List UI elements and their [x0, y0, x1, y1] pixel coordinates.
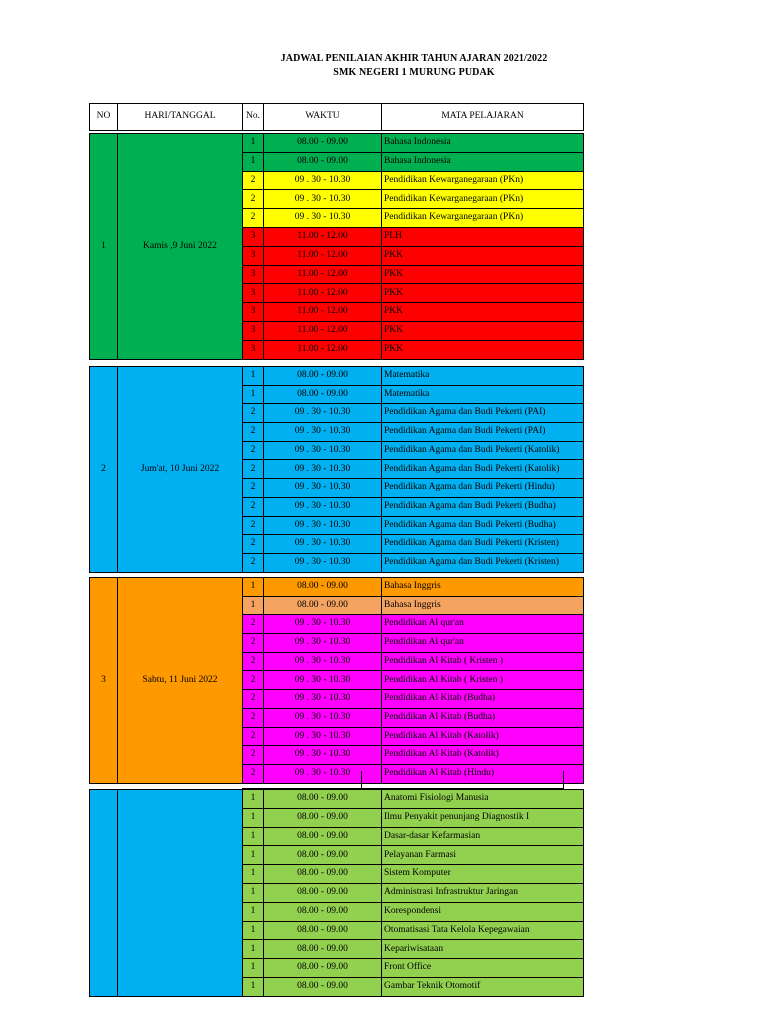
schedule-row [90, 367, 584, 386]
subject-name: PKK [382, 303, 584, 322]
subject-name: Pendidikan Agama dan Budi Pekerti (Budha) [382, 516, 584, 535]
session-time: 09 . 30 - 10.30 [264, 441, 382, 460]
session-time: 08.00 - 09.00 [264, 940, 382, 959]
session-time: 08.00 - 09.00 [264, 883, 382, 902]
subject-name: Pendidikan Agama dan Budi Pekerti (Kristen) [382, 535, 584, 554]
session-time: 09 . 30 - 10.30 [264, 671, 382, 690]
session-number: 2 [243, 497, 264, 516]
session-number: 2 [243, 671, 264, 690]
session-time: 11.00 - 12.00 [264, 321, 382, 340]
session-time: 11.00 - 12.00 [264, 303, 382, 322]
session-number: 2 [243, 690, 264, 709]
session-number: 3 [243, 321, 264, 340]
day-section [89, 789, 584, 997]
subject-name: Pendidikan Al qur'an [382, 615, 584, 634]
session-number: 2 [243, 209, 264, 228]
session-number: 1 [243, 959, 264, 978]
session-time: 11.00 - 12.00 [264, 340, 382, 359]
blank-cell [361, 771, 563, 789]
session-number: 1 [243, 578, 264, 597]
session-time: 09 . 30 - 10.30 [264, 727, 382, 746]
header-no-short: No. [243, 104, 264, 131]
session-time: 09 . 30 - 10.30 [264, 535, 382, 554]
session-number: 2 [243, 764, 264, 783]
session-time: 09 . 30 - 10.30 [264, 634, 382, 653]
subject-name: Pendidikan Agama dan Budi Pekerti (Katolik) [382, 460, 584, 479]
day-section [89, 133, 584, 360]
day-date: Kamis ,9 Juni 2022 [118, 134, 243, 360]
subject-name: Pendidikan Al Kitab ( Kristen ) [382, 671, 584, 690]
session-number: 3 [243, 227, 264, 246]
session-number: 1 [243, 883, 264, 902]
session-time: 09 . 30 - 10.30 [264, 404, 382, 423]
subject-name: Kepariwisataan [382, 940, 584, 959]
session-time: 11.00 - 12.00 [264, 284, 382, 303]
subject-name: PKK [382, 265, 584, 284]
session-number: 3 [243, 265, 264, 284]
subject-name: Matematika [382, 367, 584, 386]
session-number: 1 [243, 865, 264, 884]
subject-name: Pendidikan Agama dan Budi Pekerti (Kristen) [382, 553, 584, 572]
day-number: 2 [90, 367, 118, 573]
session-number: 2 [243, 460, 264, 479]
session-number: 2 [243, 553, 264, 572]
session-time: 08.00 - 09.00 [264, 578, 382, 597]
session-number: 2 [243, 190, 264, 209]
subject-name: Bahasa Indonesia [382, 134, 584, 153]
session-time: 08.00 - 09.00 [264, 846, 382, 865]
session-time: 08.00 - 09.00 [264, 827, 382, 846]
subject-name: Otomatisasi Tata Kelola Kepegawaian [382, 921, 584, 940]
subject-name: Sistem Komputer [382, 865, 584, 884]
session-number: 1 [243, 940, 264, 959]
subject-name: Front Office [382, 959, 584, 978]
schedule-row [90, 578, 584, 597]
subject-name: PKK [382, 340, 584, 359]
session-number: 1 [243, 152, 264, 171]
session-number: 2 [243, 535, 264, 554]
session-time: 09 . 30 - 10.30 [264, 764, 382, 783]
session-time: 09 . 30 - 10.30 [264, 746, 382, 765]
header-hari-tanggal: HARI/TANGGAL [118, 104, 243, 131]
subject-name: Pendidikan Kewarganegaraan (PKn) [382, 190, 584, 209]
subject-name: Pendidikan Al Kitab ( Kristen ) [382, 652, 584, 671]
subject-name: PLH [382, 227, 584, 246]
subject-name: PKK [382, 246, 584, 265]
session-time: 09 . 30 - 10.30 [264, 553, 382, 572]
subject-name: Gambar Teknik Otomotif [382, 977, 584, 996]
session-time: 09 . 30 - 10.30 [264, 708, 382, 727]
subject-name: Pendidikan Al qur'an [382, 634, 584, 653]
session-time: 08.00 - 09.00 [264, 134, 382, 153]
session-time: 08.00 - 09.00 [264, 808, 382, 827]
subject-name: Pendidikan Al Kitab (Katolik) [382, 727, 584, 746]
session-number: 1 [243, 596, 264, 615]
session-time: 08.00 - 09.00 [264, 790, 382, 809]
session-number: 1 [243, 827, 264, 846]
session-number: 2 [243, 634, 264, 653]
session-number: 2 [243, 652, 264, 671]
subject-name: Pendidikan Kewarganegaraan (PKn) [382, 171, 584, 190]
subject-name: PKK [382, 321, 584, 340]
subject-name: Pendidikan Agama dan Budi Pekerti (Budha) [382, 497, 584, 516]
subject-name: Pendidikan Agama dan Budi Pekerti (PAI) [382, 423, 584, 442]
schedule-row [90, 134, 584, 153]
session-number: 1 [243, 977, 264, 996]
session-time: 08.00 - 09.00 [264, 865, 382, 884]
header-mata-pelajaran: MATA PELAJARAN [382, 104, 584, 131]
session-time: 08.00 - 09.00 [264, 596, 382, 615]
session-number: 2 [243, 171, 264, 190]
subject-name: Administrasi Infrastruktur Jaringan [382, 883, 584, 902]
document-title: JADWAL PENILAIAN AKHIR TAHUN AJARAN 2021/2022 [280, 53, 548, 64]
subject-name: Bahasa Inggris [382, 578, 584, 597]
session-number: 1 [243, 385, 264, 404]
session-number: 1 [243, 846, 264, 865]
blank-cell [242, 771, 361, 789]
session-number: 2 [243, 746, 264, 765]
subject-name: PKK [382, 284, 584, 303]
session-number: 2 [243, 708, 264, 727]
header-waktu: WAKTU [264, 104, 382, 131]
session-number: 1 [243, 367, 264, 386]
subject-name: Pendidikan Agama dan Budi Pekerti (PAI) [382, 404, 584, 423]
day-section [89, 366, 584, 573]
day-number: 3 [90, 578, 118, 784]
school-name: SMK NEGERI 1 MURUNG PUDAK [333, 67, 495, 78]
session-time: 09 . 30 - 10.30 [264, 479, 382, 498]
session-number: 2 [243, 441, 264, 460]
session-time: 08.00 - 09.00 [264, 385, 382, 404]
session-time: 09 . 30 - 10.30 [264, 615, 382, 634]
subject-name: Dasar-dasar Kefarmasian [382, 827, 584, 846]
day-number: 1 [90, 134, 118, 360]
session-number: 3 [243, 340, 264, 359]
day-section [89, 577, 584, 784]
session-time: 08.00 - 09.00 [264, 959, 382, 978]
schedule-header [89, 103, 584, 131]
session-number: 2 [243, 404, 264, 423]
session-time: 09 . 30 - 10.30 [264, 460, 382, 479]
session-number: 1 [243, 902, 264, 921]
session-number: 3 [243, 303, 264, 322]
session-time: 09 . 30 - 10.30 [264, 171, 382, 190]
subject-name: Pendidikan Agama dan Budi Pekerti (Katolik) [382, 441, 584, 460]
header-no: NO [90, 104, 118, 131]
session-time: 09 . 30 - 10.30 [264, 497, 382, 516]
session-number: 2 [243, 516, 264, 535]
subject-name: Pendidikan Al Kitab (Hindu) [382, 764, 584, 783]
subject-name: Pendidikan Al Kitab (Katolik) [382, 746, 584, 765]
session-number: 1 [243, 134, 264, 153]
day-date [118, 790, 243, 997]
session-number: 2 [243, 479, 264, 498]
subject-name: Pendidikan Al Kitab (Budha) [382, 690, 584, 709]
session-number: 1 [243, 921, 264, 940]
session-number: 3 [243, 246, 264, 265]
session-number: 2 [243, 615, 264, 634]
session-time: 09 . 30 - 10.30 [264, 423, 382, 442]
session-time: 11.00 - 12.00 [264, 265, 382, 284]
session-time: 09 . 30 - 10.30 [264, 652, 382, 671]
subject-name: Anatomi Fisiologi Manusia [382, 790, 584, 809]
subject-name: Matematika [382, 385, 584, 404]
subject-name: Pendidikan Agama dan Budi Pekerti (Hindu) [382, 479, 584, 498]
session-time: 08.00 - 09.00 [264, 152, 382, 171]
session-time: 08.00 - 09.00 [264, 902, 382, 921]
day-number [90, 790, 118, 997]
subject-name: Ilmu Penyakit penunjang Diagnostik I [382, 808, 584, 827]
session-time: 08.00 - 09.00 [264, 977, 382, 996]
session-number: 1 [243, 808, 264, 827]
session-time: 11.00 - 12.00 [264, 227, 382, 246]
schedule-row [90, 790, 584, 809]
session-time: 08.00 - 09.00 [264, 921, 382, 940]
subject-name: Pendidikan Al Kitab (Budha) [382, 708, 584, 727]
session-number: 2 [243, 423, 264, 442]
session-time: 09 . 30 - 10.30 [264, 190, 382, 209]
session-number: 3 [243, 284, 264, 303]
blank-row [242, 771, 564, 789]
session-number: 2 [243, 727, 264, 746]
session-time: 09 . 30 - 10.30 [264, 516, 382, 535]
session-time: 09 . 30 - 10.30 [264, 209, 382, 228]
session-time: 11.00 - 12.00 [264, 246, 382, 265]
subject-name: Bahasa Indonesia [382, 152, 584, 171]
subject-name: Korespondensi [382, 902, 584, 921]
subject-name: Pelayanan Farmasi [382, 846, 584, 865]
day-date: Sabtu, 11 Juni 2022 [118, 578, 243, 784]
subject-name: Pendidikan Kewarganegaraan (PKn) [382, 209, 584, 228]
subject-name: Bahasa Inggris [382, 596, 584, 615]
day-date: Jum'at, 10 Juni 2022 [118, 367, 243, 573]
session-time: 09 . 30 - 10.30 [264, 690, 382, 709]
session-number: 1 [243, 790, 264, 809]
session-time: 08.00 - 09.00 [264, 367, 382, 386]
